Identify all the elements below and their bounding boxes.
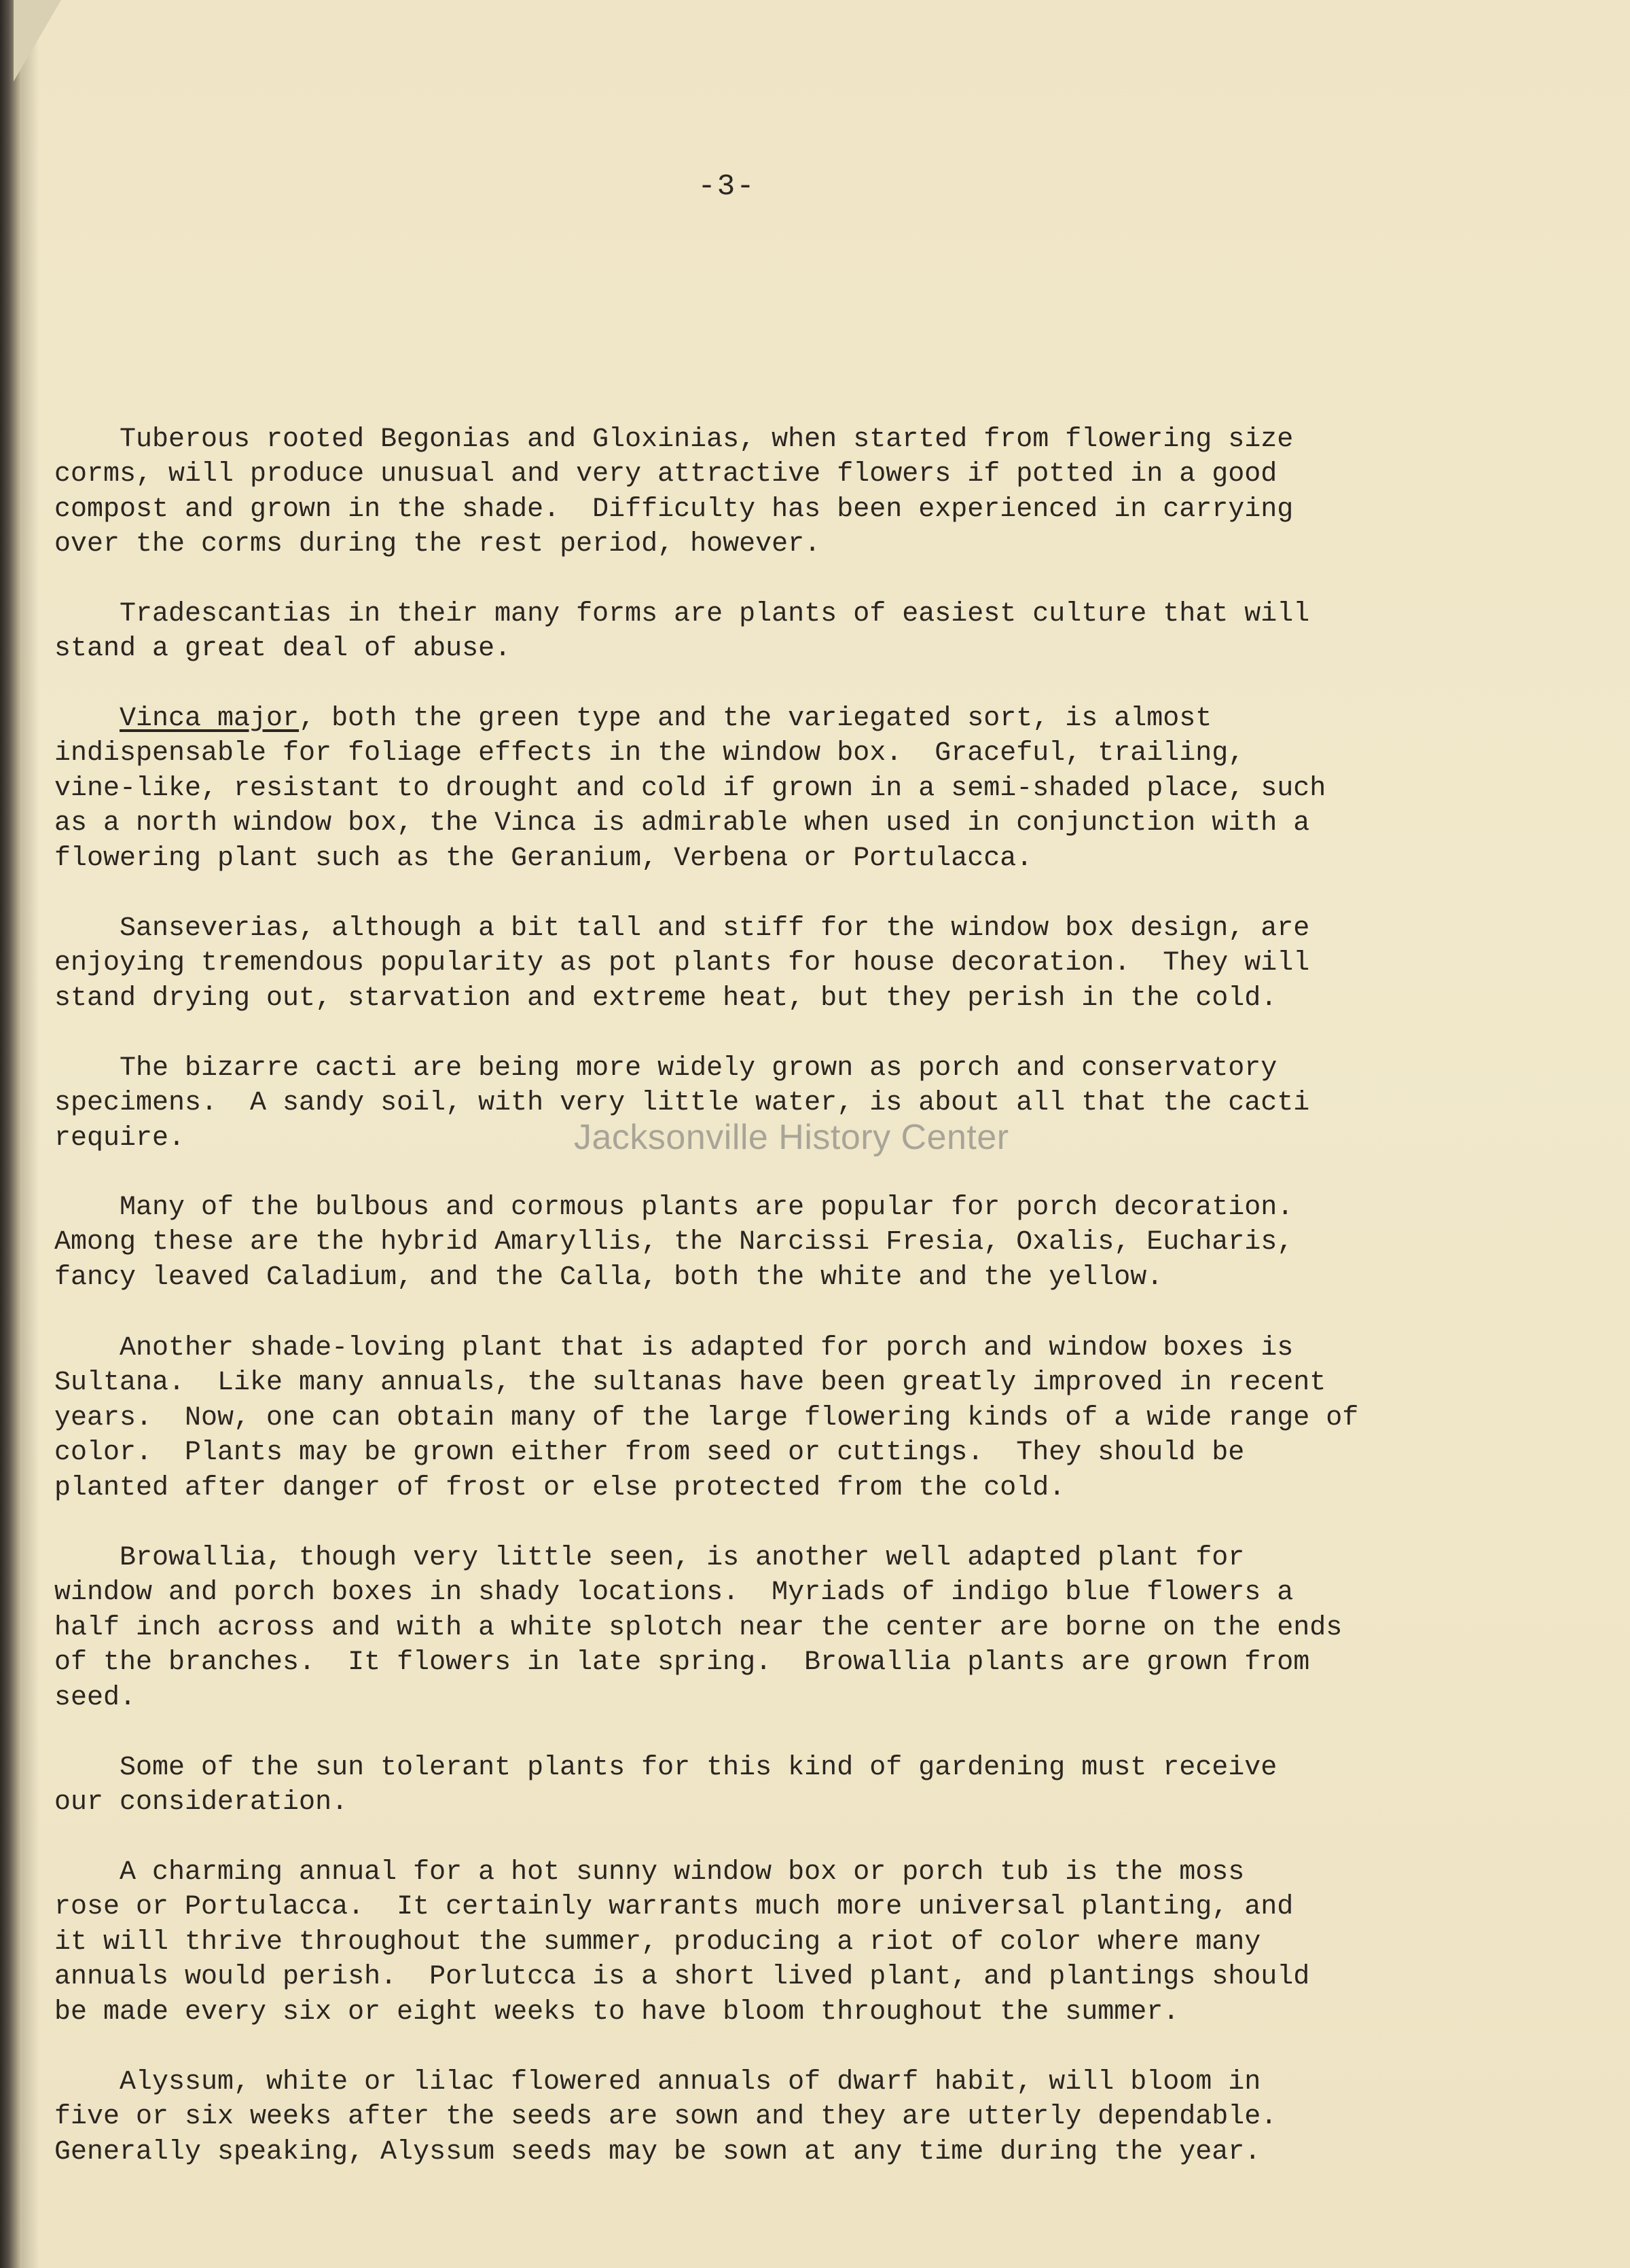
text-line: stand drying out, starvation and extreme heat, but they perish in the cold.	[54, 983, 1278, 1014]
text-line: window and porch boxes in shady locations. Myriads of indigo blue flowers a	[54, 1577, 1294, 1608]
text-line: compost and grown in the shade. Difficulty has been experienced in carrying	[54, 494, 1294, 525]
text-line: Browallia, though very little seen, is another well adapted plant for	[54, 1542, 1245, 1573]
text-line: rose or Portulacca. It certainly warrants much more universal planting, and	[54, 1892, 1294, 1922]
paragraph-sultana	[54, 1296, 1453, 1505]
text-line: enjoying tremendous popularity as pot plants for house decoration. They will	[54, 948, 1310, 978]
text-line: color. Plants may be grown either from seed or cuttings. They should be	[54, 1438, 1245, 1468]
paragraph-tradescantias	[54, 562, 1453, 667]
text-line: corms, will produce unusual and very attractive flowers if potted in a good	[54, 459, 1278, 490]
text-line: planted after danger of frost or else protected from the cold.	[54, 1472, 1066, 1503]
paragraph-begonias	[54, 387, 1453, 562]
text-line: seed.	[54, 1682, 137, 1713]
text-line: years. Now, one can obtain many of the large flowering kinds of a wide range of	[54, 1402, 1359, 1433]
text-line: specimens. A sandy soil, with very little water, is about all that the cacti	[54, 1088, 1310, 1118]
text-line: half inch across and with a white splotch near the center are borne on the ends	[54, 1612, 1343, 1643]
text-line: vine-like, resistant to drought and cold if grown in a semi-shaded place, such	[54, 773, 1326, 804]
text-line: Some of the sun tolerant plants for this kind of gardening must receive	[54, 1752, 1278, 1783]
text-line: annuals would perish. Porlutcca is a short lived plant, and plantings should	[54, 1962, 1310, 1992]
text-line: be made every six or eight weeks to have bloom throughout the summer.	[54, 1996, 1180, 2028]
paragraph-alyssum	[54, 2030, 1453, 2170]
page-number: -3-	[698, 170, 756, 204]
paragraph-bulbous	[54, 1155, 1453, 1295]
text-line: Another shade-loving plant that is adapted for porch and window boxes is	[54, 1332, 1294, 1364]
text-line: Alyssum, white or lilac flowered annuals of dwarf habit, will bloom in	[54, 2066, 1261, 2098]
paragraph-browallia	[54, 1505, 1453, 1715]
text-line: indispensable for foliage effects in the window box. Graceful, trailing,	[54, 738, 1245, 769]
text-line: Sanseverias, although a bit tall and stiff for the window box design, are	[54, 913, 1310, 944]
paragraph-sun-tolerant	[54, 1715, 1453, 1821]
text-line: over the corms during the rest period, however.	[54, 529, 821, 560]
text-line: flowering plant such as the Geranium, Verbena or Portulacca.	[54, 843, 1033, 874]
paragraph-vinca	[54, 666, 1453, 876]
text-line: of the branches. It flowers in late spring. Browallia plants are grown from	[54, 1647, 1310, 1678]
text-line: our consideration.	[54, 1787, 348, 1818]
text-line: stand a great deal of abuse.	[54, 634, 511, 664]
text-line: The bizarre cacti are being more widely grown as porch and conservatory	[54, 1053, 1278, 1084]
watermark: Jacksonville History Center	[574, 1118, 1009, 1157]
paragraph-sanseverias	[54, 876, 1453, 1016]
text-line: it will thrive throughout the summer, producing a riot of color where many	[54, 1926, 1261, 1958]
binding-shadow	[22, 0, 39, 2268]
paragraph-portulacca	[54, 1820, 1453, 2030]
text-line: fancy leaved Caladium, and the Calla, both the white and the yellow.	[54, 1262, 1163, 1293]
text-line: Tuberous rooted Begonias and Gloxinias, when started from flowering size	[54, 424, 1294, 455]
text-line: Sultana. Like many annuals, the sultanas have been greatly improved in recent	[54, 1368, 1326, 1398]
text-line: , both the green type and the variegated sort, is almost	[299, 703, 1212, 734]
text-line: Generally speaking, Alyssum seeds may be sown at any time during the year.	[54, 2136, 1261, 2168]
text-line: require.	[54, 1122, 185, 1154]
text-line: Tradescantias in their many forms are plants of easiest culture that will	[54, 598, 1310, 629]
text-line: Among these are the hybrid Amaryllis, the Narcissi Fresia, Oxalis, Eucharis,	[54, 1227, 1294, 1258]
text-line: A charming annual for a hot sunny window box or porch tub is the moss	[54, 1857, 1245, 1888]
text-line: five or six weeks after the seeds are sown and they are utterly dependable.	[54, 2102, 1278, 2132]
text-line: Many of the bulbous and cormous plants are popular for porch decoration.	[54, 1192, 1294, 1223]
text-line: as a north window box, the Vinca is admirable when used in conjunction with a	[54, 808, 1310, 839]
folded-corner	[14, 0, 61, 81]
binding-edge	[0, 0, 22, 2268]
vinca-major-underlined: Vinca major	[120, 703, 300, 734]
